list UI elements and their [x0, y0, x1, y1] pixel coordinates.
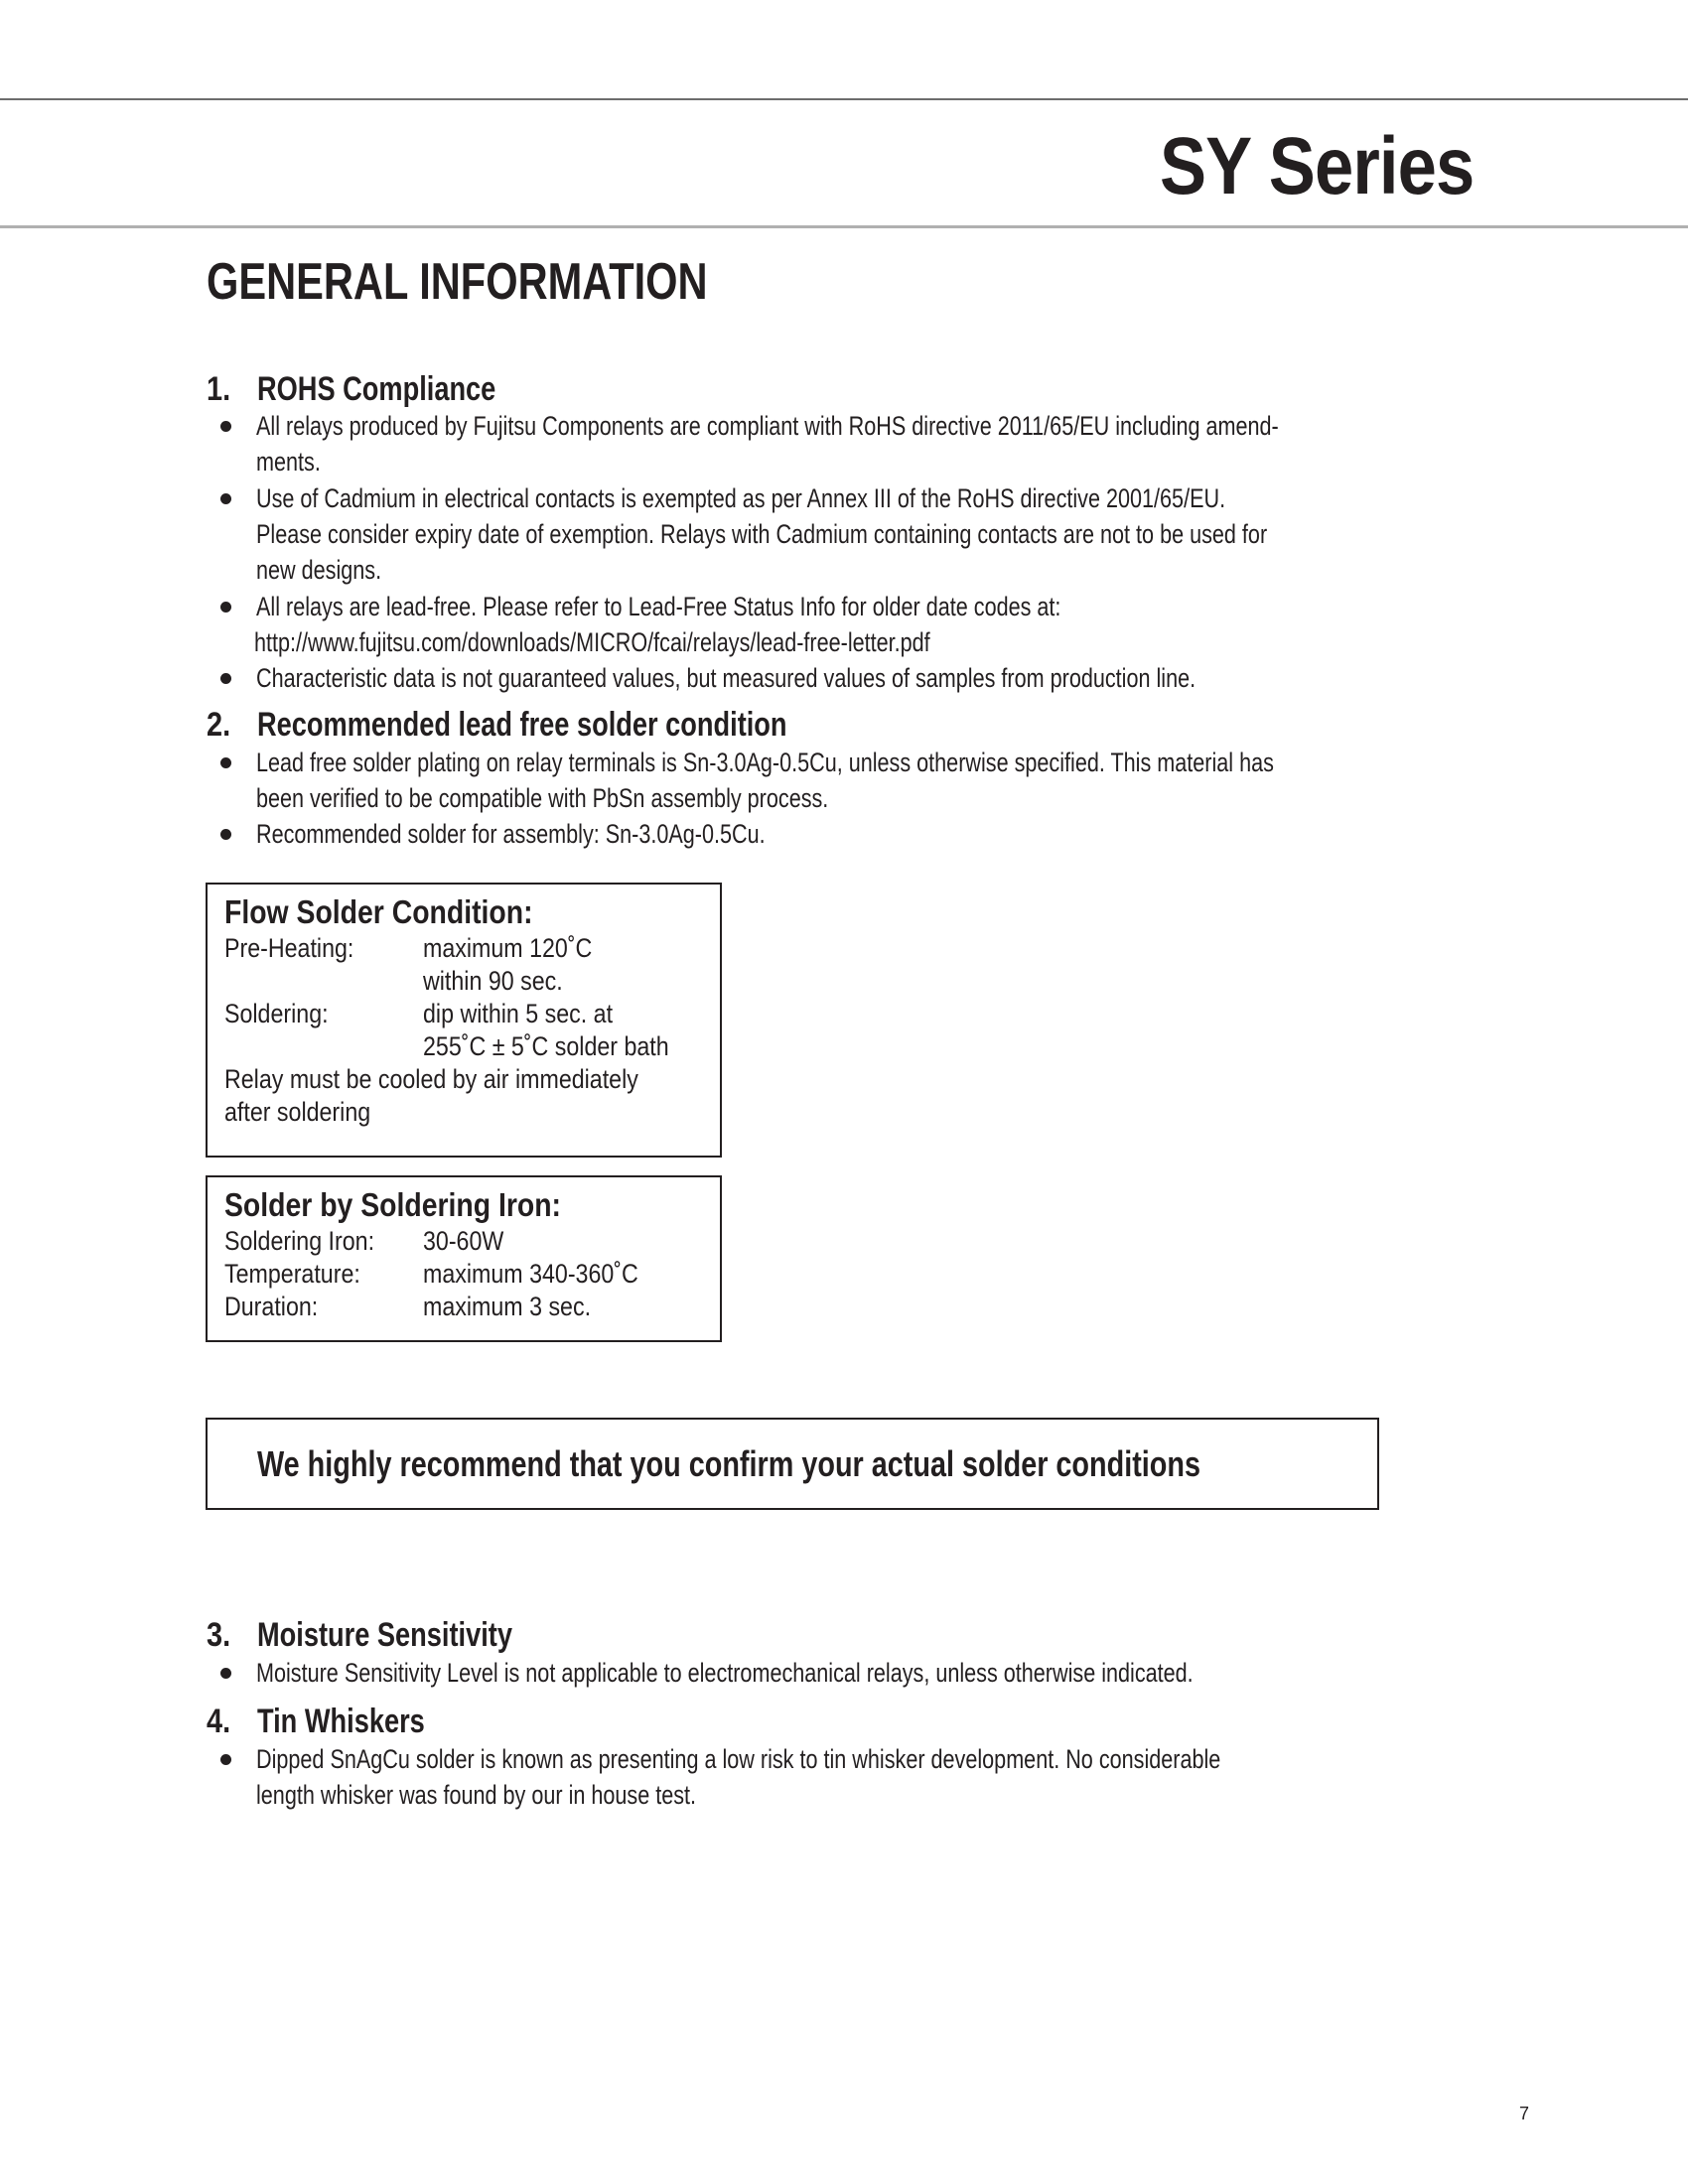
- list-item-text: Please consider expiry date of exemption. Relays with Cadmium containing contacts are not to be used for: [256, 519, 1268, 549]
- spec-row: [224, 932, 721, 965]
- callout-text: We highly recommend that you confirm your actual solder conditions: [257, 1443, 1201, 1484]
- spec-row: [224, 1030, 721, 1063]
- spec-label: Duration:: [224, 1292, 319, 1321]
- note-text: Relay must be cooled by air immediately: [224, 1064, 638, 1094]
- list-item-text: Recommended solder for assembly: Sn-3.0Ag-0.5Cu.: [256, 819, 766, 849]
- spec-value: maximum 340-360˚C: [423, 1259, 638, 1289]
- bullet-icon: [220, 421, 231, 432]
- list-item-text: All relays are lead-free. Please refer to Lead-Free Status Info for older date codes at:: [256, 592, 1061, 621]
- bullet-icon: [220, 1668, 231, 1679]
- spec-row: [224, 1258, 721, 1291]
- recommendation-callout: [206, 1418, 1379, 1510]
- section-number: 4.: [207, 1703, 231, 1740]
- note-line: [224, 1063, 721, 1096]
- flow-solder-title: Flow Solder Condition:: [224, 893, 533, 930]
- list-item-text: Moisture Sensitivity Level is not applicable to electromechanical relays, unless otherwise indicated.: [256, 1658, 1194, 1688]
- flow-solder-box: [206, 883, 722, 1158]
- list-item-text: been verified to be compatible with PbSn assembly process.: [256, 783, 829, 813]
- spec-label: Soldering Iron:: [224, 1226, 375, 1256]
- page-number: 7: [1519, 2104, 1530, 2123]
- section-number: 1.: [207, 370, 231, 408]
- header-top-rule: [0, 98, 1688, 100]
- bullet-icon: [220, 1754, 231, 1765]
- spec-row: [224, 1225, 721, 1258]
- note-line: [224, 1096, 721, 1129]
- bullet-icon: [220, 757, 231, 768]
- page-heading: GENERAL INFORMATION: [207, 253, 708, 311]
- soldering-iron-title: Solder by Soldering Iron:: [224, 1186, 562, 1223]
- section-number: 2.: [207, 706, 231, 744]
- spec-label: Pre-Heating:: [224, 933, 354, 963]
- spec-label: Temperature:: [224, 1259, 360, 1289]
- list-item-text: ments.: [256, 447, 321, 477]
- list-item-text: All relays produced by Fujitsu Components are compliant with RoHS directive 2011/65/EU including amend-: [256, 411, 1279, 441]
- spec-row: [224, 1291, 721, 1323]
- list-item-text: new designs.: [256, 555, 382, 585]
- spec-value: maximum 3 sec.: [423, 1292, 592, 1321]
- list-item-text: Characteristic data is not guaranteed values, but measured values of samples from production line.: [256, 663, 1196, 693]
- list-item-text: Dipped SnAgCu solder is known as presenting a low risk to tin whisker development. No considerable: [256, 1744, 1221, 1774]
- section-title: ROHS Compliance: [257, 370, 496, 408]
- section-title: Recommended lead free solder condition: [257, 706, 787, 744]
- list-item-text: Use of Cadmium in electrical contacts is exempted as per Annex III of the RoHS directive 2001/65/EU.: [256, 483, 1226, 513]
- bullet-icon: [220, 829, 231, 840]
- bullet-icon: [220, 673, 231, 684]
- series-title: SY Series: [1160, 121, 1475, 211]
- bullet-icon: [220, 493, 231, 504]
- note-text: after soldering: [224, 1097, 371, 1127]
- soldering-iron-box: [206, 1175, 722, 1342]
- spec-value: dip within 5 sec. at: [423, 999, 614, 1028]
- url-text[interactable]: http://www.fujitsu.com/downloads/MICRO/fcai/relays/lead-free-letter.pdf: [254, 627, 930, 657]
- spec-value: maximum 120˚C: [423, 933, 593, 963]
- section-title: Tin Whiskers: [257, 1703, 425, 1740]
- section-title: Moisture Sensitivity: [257, 1616, 512, 1654]
- header-bottom-rule: [0, 225, 1688, 228]
- spec-row: [224, 998, 721, 1030]
- bullet-icon: [220, 602, 231, 613]
- spec-row: [224, 965, 721, 998]
- spec-value: 255˚C ± 5˚C solder bath: [423, 1031, 669, 1061]
- list-item-text: Lead free solder plating on relay terminals is Sn-3.0Ag-0.5Cu, unless otherwise specified. This material has: [256, 748, 1274, 777]
- spec-value: 30-60W: [423, 1226, 504, 1256]
- spec-label: Soldering:: [224, 999, 329, 1028]
- spec-value: within 90 sec.: [423, 966, 563, 996]
- section-number: 3.: [207, 1616, 231, 1654]
- list-item-text: length whisker was found by our in house test.: [256, 1780, 697, 1810]
